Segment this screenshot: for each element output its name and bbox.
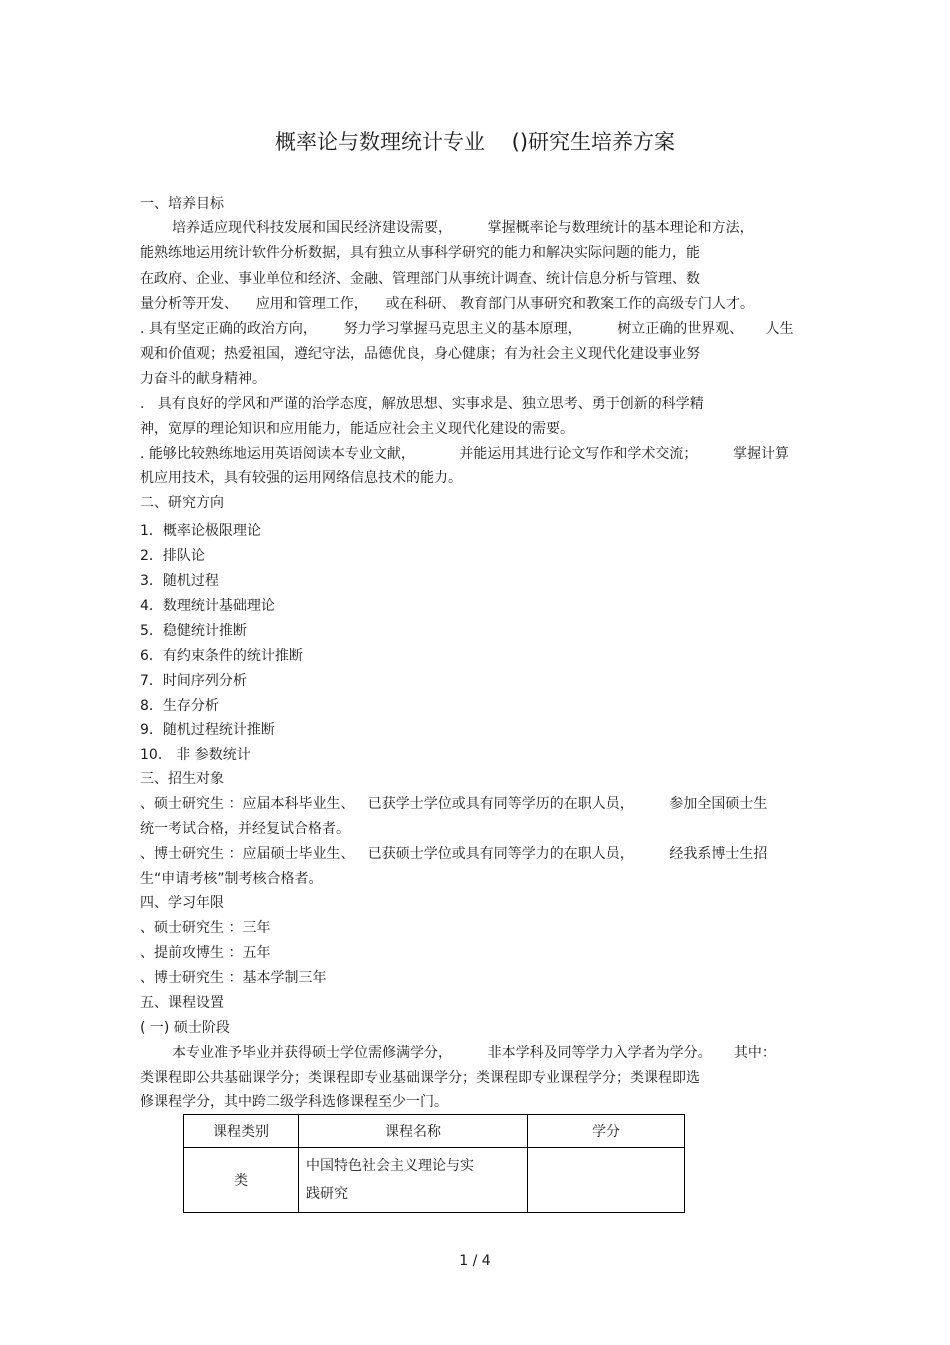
paragraph-line: 机应用技术，具有较强的运用网络信息技术的能力。 [140, 470, 462, 486]
paragraph-line: 、博士研究生 ：基本学制三年 [140, 970, 327, 986]
list-item: 10． 非 参数统计 [140, 747, 251, 763]
paragraph-line: . 具有良好的学风和严谨的治学态度，解放思想、实事求是、独立思考、勇于创新的科学精 [140, 396, 704, 412]
course-name-line: 践研究 [306, 1186, 348, 1202]
cell-course-category: 类 [184, 1148, 299, 1213]
document-title: 概率论与数理统计专业 ()研究生培养方案 [274, 130, 676, 154]
section-heading-goals: 一、培养目标 [140, 196, 224, 212]
cell-credit [528, 1148, 685, 1213]
list-item: 3．随机过程 [140, 573, 219, 589]
list-item: 6．有约束条件的统计推断 [140, 648, 303, 664]
paragraph-line: 类课程即公共基础课学分；类课程即专业基础课学分；类课程即专业课程学分；类课程即选 [140, 1070, 700, 1086]
list-item: 4．数理统计基础理论 [140, 598, 275, 614]
course-table [183, 1114, 685, 1213]
header-credit: 学分 [528, 1115, 685, 1148]
paragraph-line: 本专业准予毕业并获得硕士学位需修满学分， 非本学科及同等学力入学者为学分。 其中： [172, 1045, 776, 1061]
list-item: 9．随机过程统计推断 [140, 722, 275, 738]
paragraph-line: 统一考试合格，并经复试合格者。 [140, 821, 350, 837]
list-item: 5．稳健统计推断 [140, 623, 247, 639]
cell-course-name [299, 1148, 528, 1213]
table-header-row [184, 1115, 685, 1148]
paragraph-line: 在政府、企业、事业单位和经济、金融、管理部门从事统计调查、统计信息分析与管理、数 [140, 271, 700, 287]
paragraph-line: . 能够比较熟练地运用英语阅读本专业文献， 并能运用其进行论文写作和学术交流； 掌握计算 [140, 446, 790, 462]
list-item: 1．概率论极限理论 [140, 523, 261, 539]
paragraph-line: 培养适应现代科技发展和国民经济建设需要， 掌握概率论与数理统计的基本理论和方法， [172, 220, 754, 236]
list-item: 7．时间序列分析 [140, 673, 247, 689]
paragraph-line: 、博士研究生 ：应届硕士毕业生、 已获硕士学位或具有同等学力的在职人员， 经我系博士生招 [140, 846, 768, 862]
section-heading-duration: 四、学习年限 [140, 895, 224, 911]
paragraph-line: 量分析等开发、 应用和管理工作， 或在科研、 教育部门从事研究和教案工作的高级专门人才。 [140, 296, 755, 312]
paragraph-line: . 具有坚定正确的政治方向， 努力学习掌握马克思主义的基本原理， 树立正确的世界观、 人生 [140, 321, 794, 337]
list-item: 2．排队论 [140, 548, 205, 564]
paragraph-line: 力奋斗的献身精神。 [140, 371, 266, 387]
paragraph-line: 生“申请考核”制考核合格者。 [140, 871, 323, 887]
paragraph-line: 神，宽厚的理论知识和应用能力，能适应社会主义现代化建设的需要。 [140, 421, 574, 437]
section-heading-research: 二、研究方向 [140, 495, 224, 511]
section-heading-enrollment: 三、招生对象 [140, 771, 224, 787]
list-item: 8．生存分析 [140, 698, 219, 714]
subsection-heading: ( 一) 硕士阶段 [140, 1020, 230, 1036]
paragraph-line: 、提前攻博生 ：五年 [140, 945, 271, 961]
paragraph-line: 修课程学分，其中跨二级学科选修课程至少一门。 [140, 1094, 448, 1110]
paragraph-line: 、硕士研究生 ：三年 [140, 920, 271, 936]
header-course-category: 课程类别 [184, 1115, 299, 1148]
paragraph-line: 能熟练地运用统计软件分析数据，具有独立从事科学研究的能力和解决实际问题的能力，能 [140, 245, 700, 261]
section-heading-courses: 五、课程设置 [140, 995, 224, 1011]
paragraph-line: 、硕士研究生 ：应届本科毕业生、 已获学士学位或具有同等学历的在职人员， 参加全国硕士生 [140, 796, 768, 812]
page-number: 1 / 4 [459, 1253, 491, 1269]
table-row [184, 1148, 685, 1213]
header-course-name: 课程名称 [299, 1115, 528, 1148]
paragraph-line: 观和价值观；热爱祖国，遵纪守法，品德优良，身心健康；有为社会主义现代化建设事业努 [140, 346, 700, 362]
course-name-line: 中国特色社会主义理论与实 [306, 1158, 474, 1174]
